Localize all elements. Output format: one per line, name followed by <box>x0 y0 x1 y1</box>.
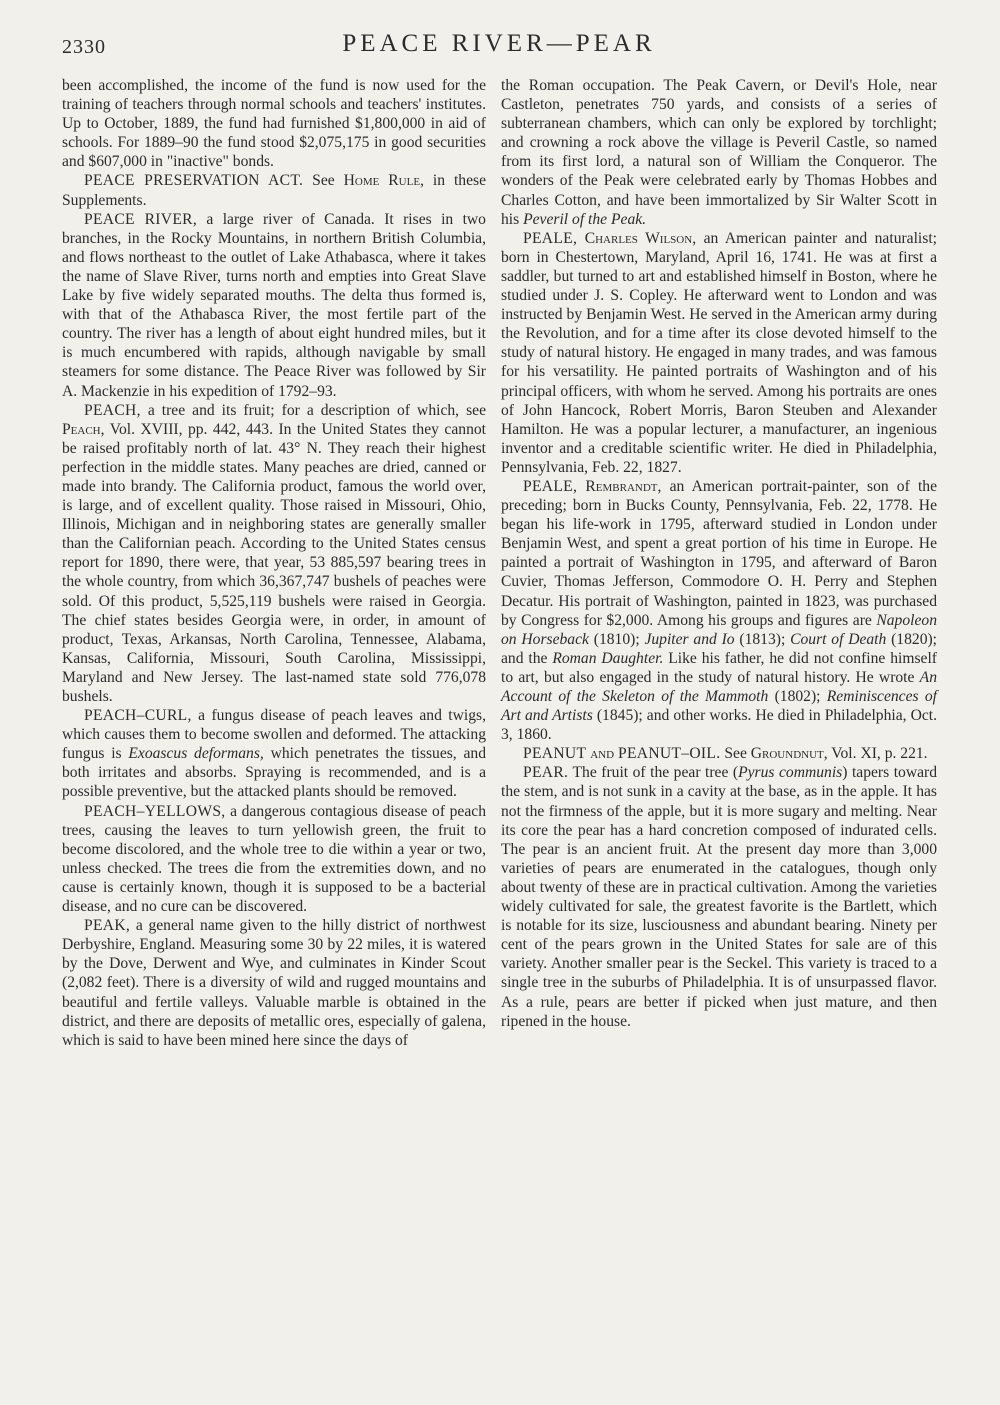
entry-headword: PEACE PRESERVATION ACT. <box>84 172 304 190</box>
running-head: PEACE RIVER—PEAR <box>342 30 656 57</box>
entry-peace-river: PEACE RIVER, a large river of Canada. It rises in two branches, in the Rocky Mountains, in northern British Columbia, and flows northeast to the outlet of Lake Athabasca, where it takes the name of Slave River, turns north and empties into Great Slave Lake by five widely separated mouths. The delta thus formed is, with that of the Athabasca River, the most fertile part of the country. The river has a length of about eight hundred miles, but it is much encumbered with rapids, although navigable by small steamers for some distance. The Peace River was followed by Sir A. Mackenzie in his expedition of 1792–93. <box>62 210 486 400</box>
entry-headword: PEACE RIVER, <box>84 210 198 228</box>
book-title: Peveril of the Peak. <box>523 210 647 228</box>
entry-peale-rembrandt: PEALE, Rembrandt, an American portrait-painter, son of the preceding; born in Bucks County, Pennsylvania, Feb. 22, 1778. He began his life-work in 1795, afterward studied in London under Benjamin West, and spent a great portion of his time in Europe. He painted a portrait of Washington in 1795, and afterward of Baron Cuvier, Thomas Jefferson, Commodore O. H. Perry and Stephen Decatur. His portrait of Washington, painted in 1823, was purchased by Congress for $2,000. Among his groups and figures are Napoleon on Horseback (1810); Jupiter and Io (1813); Court of Death (1820); and the Roman Daughter. Like his father, he did not confine himself to art, but also engaged in the study of natural history. He wrote An Account of the Skeleton of the Mammoth (1802); Reminiscences of Art and Artists (1845); and other works. He died in Philadelphia, Oct. 3, 1860. <box>501 477 938 744</box>
entry-peale-charles-wilson: PEALE, Charles Wilson, an American painter and naturalist; born in Chestertown, Maryland, April 16, 1741. He was at first a saddler, but turned to art and established himself in Boston, where he studied under J. S. Copley. He afterward went to London and was instructed by Benjamin West. He served in the American army during the Revolution, and for a time after its close devoted himself to the study of natural history. He engaged in many trades, and was famous for his versatility. He painted portraits of Washington and of his principal officers, with whom he served. Among his portraits are ones of John Hancock, Robert Morris, Baron Steuben and Alexander Hamilton. He was a popular lecturer, a manufacturer, an ingenious inventor and a creditable scientific writer. He died in Philadelphia, Pennsylvania, Feb. 22, 1827. <box>501 229 937 476</box>
entry-peach-curl: PEACH–CURL, a fungus disease of peach leaves and twigs, which causes them to become swollen and deformed. The attacking fungus is Exoascus deformans, which penetrates the tissues, and both irritates and absorbs. Spraying is recommended, and is a possible preventive, but the attacked plants should be removed. <box>62 707 486 801</box>
entry-headword: PEACH–CURL, <box>84 707 192 725</box>
work-title: Jupiter and Io <box>644 630 735 648</box>
left-column <box>62 76 486 1050</box>
work-title: Napoleon on Horseback <box>501 611 937 648</box>
work-title: Roman Daughter. <box>552 649 664 667</box>
entry-headword: PEACH, <box>84 401 141 419</box>
entry-peach-yellows: PEACH–YELLOWS, a dangerous contagious disease of peach trees, causing the leaves to turn yellowish green, the fruit to become discolored, and the whole tree to die within a year or two, unless checked. The trees die from the extremities down, and no cause is certainly known, though it is supposed to be a bacterial disease, and no cure can be discovered. <box>62 802 486 916</box>
page-header <box>62 30 936 62</box>
book-title: An Account of the Skeleton of the Mammoth <box>501 668 937 705</box>
entry-peanut: PEANUT and PEANUT–OIL. See Groundnut, Vol. XI, p. 221. <box>523 745 928 763</box>
entry-headword: PEANUT–OIL. <box>617 745 721 763</box>
entry-peach: PEACH, a tree and its fruit; for a description of which, see Peach, Vol. XVIII, pp. 442, 443. In the United States they cannot be raised profitably north of lat. 43° N. They reach their highest perfection in the middle states. Many peaches are dried, canned or made into brandy. The California product, famous the world over, is large, and of excellent quality. Those raised in Missouri, Ohio, Illinois, Michigan and in neighboring states are generally smaller than the Californian peach. According to the United States census report for 1890, there were, that year, 53 885,597 bearing trees in the whole country, from which 36,367,747 bushels of peaches were sold. Of this product, 5,525,119 bushels were raised in Georgia. The chief states besides Georgia were, in order, in amount of product, Texas, Arkansas, North Carolina, Tennessee, Alabama, Kansas, California, Missouri, South Carolina, Mississippi, Maryland and New Jersey. The last-named state sold 776,078 bushels. <box>62 401 486 705</box>
entry-headword: PEAR. <box>523 764 569 782</box>
entry-headword: PEALE, <box>523 477 578 495</box>
entry-name: Charles Wilson <box>584 229 693 247</box>
entry-name: Rembrandt <box>585 477 658 495</box>
cross-reference: Groundnut <box>750 745 824 763</box>
cross-reference: Peach <box>62 420 101 438</box>
cross-reference: Home Rule <box>343 172 421 190</box>
right-column <box>501 76 937 1031</box>
page-number: 2330 <box>62 36 106 58</box>
entry-peace-preservation-act: PEACE PRESERVATION ACT. See Home Rule, in these Supplements. <box>62 172 487 209</box>
book-title: Reminiscences of Art and Artists <box>501 688 937 725</box>
entry-headword: PEALE, <box>523 229 578 247</box>
article-continuation: the Roman occupation. The Peak Cavern, or Devil's Hole, near Castleton, penetrates 750 yards, and consists of a series of subterranean chambers, which can only be explored by torchlight; and crowning a rock above the village is Peveril Castle, so named from its first lord, a natural son of William the Conqueror. The wonders of the Peak were celebrated early by Thomas Hobbes and Charles Cotton, and have been immortalized by Sir Walter Scott in his Peveril of the Peak. <box>501 77 937 228</box>
entry-headword: PEANUT <box>523 745 587 763</box>
entry-headword: PEACH–YELLOWS, <box>84 802 226 820</box>
entry-peak: PEAK, a general name given to the hilly district of northwest Derbyshire, England. Measuring some 30 by 22 miles, it is watered by the Dove, Derwent and Wye, and culminates in Kinder Scout (2,082 feet). There is a diversity of wild and rugged mountains and beautiful and fertile valleys. Valuable marble is obtained in the district, and there are deposits of metallic ores, especially of galena, which is said to have been mined here since the days of <box>62 917 486 1049</box>
species-name: Pyrus communis <box>738 764 843 782</box>
species-name: Exoascus deformans, <box>128 745 264 763</box>
work-title: Court of Death <box>790 630 887 648</box>
entry-headword: PEAK, <box>84 917 131 935</box>
article-continuation: been accomplished, the income of the fund is now used for the training of teachers through normal schools and teachers' institutes. Up to October, 1889, the fund had furnished $1,800,000 in aid of schools. For 1889–90 the fund stood $2,075,175 in good securities and $607,000 in "inactive" bonds. <box>62 77 486 171</box>
entry-pear: PEAR. The fruit of the pear tree (Pyrus communis) tapers toward the stem, and is not sunk in a cavity at the base, as in the apple. It has not the firmness of the apple, but it is more sugary and melting. Near its core the pear has a hard concretion composed of indurated cells. The pear is an ancient fruit. At the present day more than 3,000 varieties of pears are enumerated in the catalogues, though only about twenty of these are in practical cultivation. Among the varieties widely cultivated for sale, the greatest favorite is the Bartlett, which is notable for its size, lusciousness and abundant bearing. Ninety per cent of the pears grown in the United States for sale are of this variety. Another smaller pear is the Seckel. This variety is traced to a single tree in the suburbs of Philadelphia. It is of unsurpassed flavor. As a rule, pears are better if picked when just mature, and then ripened in the house. <box>501 764 938 1030</box>
